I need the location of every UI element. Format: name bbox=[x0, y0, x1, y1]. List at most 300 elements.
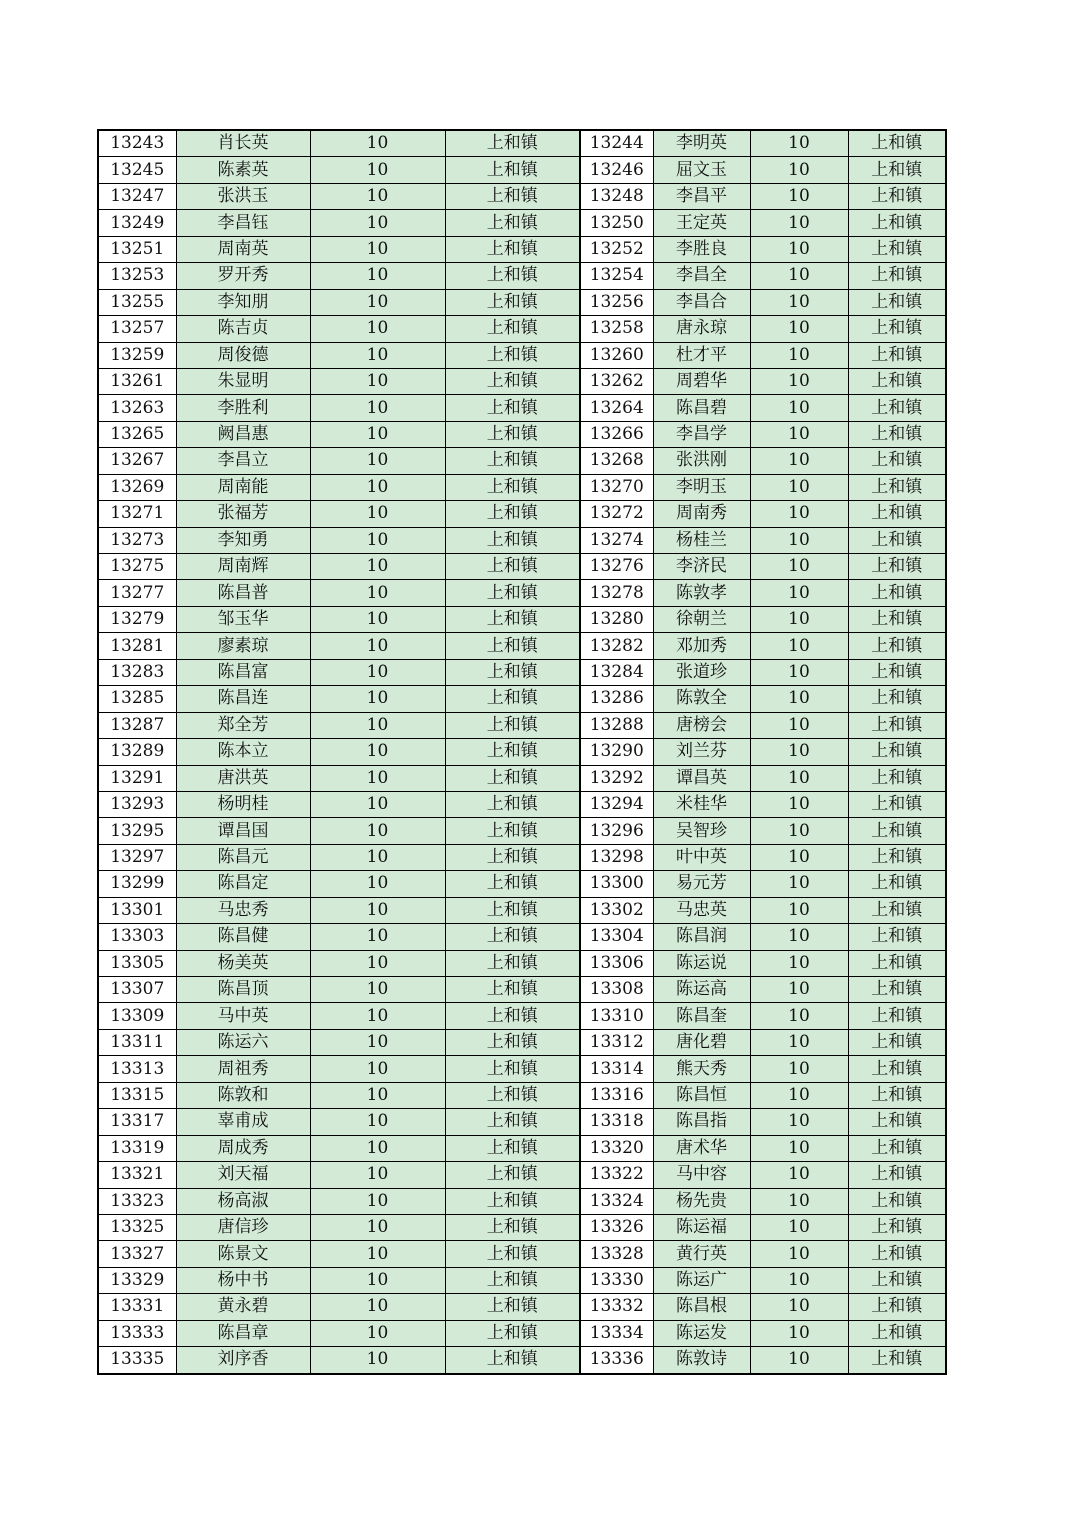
left-name-cell: 陈昌富 bbox=[176, 659, 310, 685]
right-town-cell: 上和镇 bbox=[848, 1267, 946, 1293]
right-id-cell: 13282 bbox=[580, 633, 653, 659]
left-id-cell: 13311 bbox=[98, 1029, 176, 1055]
right-town-cell: 上和镇 bbox=[848, 342, 946, 368]
left-town-cell: 上和镇 bbox=[445, 395, 580, 421]
table-row bbox=[98, 421, 946, 447]
left-amount-cell: 10 bbox=[310, 210, 445, 236]
table-row bbox=[98, 1082, 946, 1108]
right-amount-cell: 10 bbox=[750, 316, 848, 342]
table-row bbox=[98, 1109, 946, 1135]
table-row bbox=[98, 739, 946, 765]
left-town-cell: 上和镇 bbox=[445, 765, 580, 791]
right-town-cell: 上和镇 bbox=[848, 924, 946, 950]
left-amount-cell: 10 bbox=[310, 1082, 445, 1108]
right-amount-cell: 10 bbox=[750, 659, 848, 685]
left-town-cell: 上和镇 bbox=[445, 1082, 580, 1108]
left-id-cell: 13331 bbox=[98, 1294, 176, 1320]
left-name-cell: 李知勇 bbox=[176, 527, 310, 553]
right-name-cell: 陈敦孝 bbox=[653, 580, 750, 606]
left-name-cell: 李知朋 bbox=[176, 289, 310, 315]
table-row bbox=[98, 448, 946, 474]
right-id-cell: 13266 bbox=[580, 421, 653, 447]
left-town-cell: 上和镇 bbox=[445, 368, 580, 394]
left-town-cell: 上和镇 bbox=[445, 130, 580, 157]
right-town-cell: 上和镇 bbox=[848, 686, 946, 712]
left-town-cell: 上和镇 bbox=[445, 157, 580, 183]
table-row bbox=[98, 395, 946, 421]
left-town-cell: 上和镇 bbox=[445, 1135, 580, 1161]
right-name-cell: 李昌合 bbox=[653, 289, 750, 315]
right-town-cell: 上和镇 bbox=[848, 210, 946, 236]
left-town-cell: 上和镇 bbox=[445, 1188, 580, 1214]
left-amount-cell: 10 bbox=[310, 527, 445, 553]
left-name-cell: 李胜利 bbox=[176, 395, 310, 421]
right-amount-cell: 10 bbox=[750, 342, 848, 368]
table-row bbox=[98, 183, 946, 209]
right-id-cell: 13314 bbox=[580, 1056, 653, 1082]
left-amount-cell: 10 bbox=[310, 1320, 445, 1346]
left-id-cell: 13261 bbox=[98, 368, 176, 394]
table-row bbox=[98, 1214, 946, 1240]
right-town-cell: 上和镇 bbox=[848, 1347, 946, 1374]
left-id-cell: 13309 bbox=[98, 1003, 176, 1029]
right-name-cell: 唐永琼 bbox=[653, 316, 750, 342]
left-name-cell: 周南能 bbox=[176, 474, 310, 500]
left-town-cell: 上和镇 bbox=[445, 1320, 580, 1346]
left-id-cell: 13299 bbox=[98, 871, 176, 897]
left-amount-cell: 10 bbox=[310, 1188, 445, 1214]
right-id-cell: 13268 bbox=[580, 448, 653, 474]
left-name-cell: 李昌立 bbox=[176, 448, 310, 474]
table-row bbox=[98, 157, 946, 183]
right-amount-cell: 10 bbox=[750, 950, 848, 976]
table-row bbox=[98, 554, 946, 580]
left-town-cell: 上和镇 bbox=[445, 1294, 580, 1320]
right-id-cell: 13296 bbox=[580, 818, 653, 844]
right-id-cell: 13294 bbox=[580, 791, 653, 817]
right-amount-cell: 10 bbox=[750, 818, 848, 844]
right-name-cell: 屈文玉 bbox=[653, 157, 750, 183]
left-amount-cell: 10 bbox=[310, 1056, 445, 1082]
left-amount-cell: 10 bbox=[310, 342, 445, 368]
left-id-cell: 13335 bbox=[98, 1347, 176, 1374]
right-id-cell: 13308 bbox=[580, 977, 653, 1003]
left-name-cell: 阙昌惠 bbox=[176, 421, 310, 447]
right-amount-cell: 10 bbox=[750, 1109, 848, 1135]
table-row bbox=[98, 1241, 946, 1267]
right-amount-cell: 10 bbox=[750, 501, 848, 527]
left-name-cell: 杨高淑 bbox=[176, 1188, 310, 1214]
table-row bbox=[98, 1188, 946, 1214]
left-amount-cell: 10 bbox=[310, 924, 445, 950]
right-name-cell: 陈运福 bbox=[653, 1214, 750, 1240]
left-name-cell: 黄永碧 bbox=[176, 1294, 310, 1320]
right-id-cell: 13332 bbox=[580, 1294, 653, 1320]
right-amount-cell: 10 bbox=[750, 924, 848, 950]
left-town-cell: 上和镇 bbox=[445, 977, 580, 1003]
left-town-cell: 上和镇 bbox=[445, 606, 580, 632]
right-name-cell: 米桂华 bbox=[653, 791, 750, 817]
left-town-cell: 上和镇 bbox=[445, 210, 580, 236]
left-name-cell: 杨中书 bbox=[176, 1267, 310, 1293]
right-name-cell: 谭昌英 bbox=[653, 765, 750, 791]
right-name-cell: 李胜良 bbox=[653, 236, 750, 262]
left-amount-cell: 10 bbox=[310, 263, 445, 289]
left-amount-cell: 10 bbox=[310, 686, 445, 712]
right-town-cell: 上和镇 bbox=[848, 1003, 946, 1029]
left-amount-cell: 10 bbox=[310, 580, 445, 606]
left-name-cell: 陈昌定 bbox=[176, 871, 310, 897]
left-name-cell: 陈昌元 bbox=[176, 844, 310, 870]
right-name-cell: 李昌平 bbox=[653, 183, 750, 209]
left-amount-cell: 10 bbox=[310, 1162, 445, 1188]
right-amount-cell: 10 bbox=[750, 130, 848, 157]
left-town-cell: 上和镇 bbox=[445, 924, 580, 950]
left-name-cell: 陈昌章 bbox=[176, 1320, 310, 1346]
right-name-cell: 杜才平 bbox=[653, 342, 750, 368]
right-town-cell: 上和镇 bbox=[848, 1162, 946, 1188]
right-amount-cell: 10 bbox=[750, 1056, 848, 1082]
left-amount-cell: 10 bbox=[310, 474, 445, 500]
left-name-cell: 唐洪英 bbox=[176, 765, 310, 791]
left-amount-cell: 10 bbox=[310, 818, 445, 844]
left-name-cell: 陈吉贞 bbox=[176, 316, 310, 342]
table-row bbox=[98, 263, 946, 289]
left-name-cell: 陈运六 bbox=[176, 1029, 310, 1055]
right-name-cell: 陈昌润 bbox=[653, 924, 750, 950]
right-amount-cell: 10 bbox=[750, 791, 848, 817]
left-id-cell: 13327 bbox=[98, 1241, 176, 1267]
right-amount-cell: 10 bbox=[750, 765, 848, 791]
right-town-cell: 上和镇 bbox=[848, 977, 946, 1003]
right-name-cell: 陈运发 bbox=[653, 1320, 750, 1346]
right-amount-cell: 10 bbox=[750, 554, 848, 580]
table-row bbox=[98, 210, 946, 236]
left-amount-cell: 10 bbox=[310, 554, 445, 580]
left-amount-cell: 10 bbox=[310, 950, 445, 976]
right-name-cell: 易元芳 bbox=[653, 871, 750, 897]
right-id-cell: 13304 bbox=[580, 924, 653, 950]
right-amount-cell: 10 bbox=[750, 686, 848, 712]
left-town-cell: 上和镇 bbox=[445, 421, 580, 447]
left-id-cell: 13271 bbox=[98, 501, 176, 527]
left-name-cell: 唐信珍 bbox=[176, 1214, 310, 1240]
right-id-cell: 13250 bbox=[580, 210, 653, 236]
left-town-cell: 上和镇 bbox=[445, 183, 580, 209]
left-town-cell: 上和镇 bbox=[445, 263, 580, 289]
left-name-cell: 马忠秀 bbox=[176, 897, 310, 923]
right-amount-cell: 10 bbox=[750, 1029, 848, 1055]
left-amount-cell: 10 bbox=[310, 395, 445, 421]
left-town-cell: 上和镇 bbox=[445, 791, 580, 817]
right-town-cell: 上和镇 bbox=[848, 739, 946, 765]
left-name-cell: 陈敦和 bbox=[176, 1082, 310, 1108]
right-name-cell: 陈敦诗 bbox=[653, 1347, 750, 1374]
left-name-cell: 张洪玉 bbox=[176, 183, 310, 209]
right-name-cell: 陈昌指 bbox=[653, 1109, 750, 1135]
right-id-cell: 13326 bbox=[580, 1214, 653, 1240]
left-amount-cell: 10 bbox=[310, 871, 445, 897]
left-town-cell: 上和镇 bbox=[445, 501, 580, 527]
left-town-cell: 上和镇 bbox=[445, 712, 580, 738]
right-name-cell: 陈运广 bbox=[653, 1267, 750, 1293]
left-name-cell: 陈素英 bbox=[176, 157, 310, 183]
left-id-cell: 13321 bbox=[98, 1162, 176, 1188]
table-row bbox=[98, 871, 946, 897]
left-name-cell: 辜甫成 bbox=[176, 1109, 310, 1135]
right-name-cell: 周南秀 bbox=[653, 501, 750, 527]
left-name-cell: 陈昌顶 bbox=[176, 977, 310, 1003]
right-town-cell: 上和镇 bbox=[848, 606, 946, 632]
right-amount-cell: 10 bbox=[750, 289, 848, 315]
right-name-cell: 吴智珍 bbox=[653, 818, 750, 844]
left-name-cell: 陈昌连 bbox=[176, 686, 310, 712]
left-id-cell: 13249 bbox=[98, 210, 176, 236]
right-name-cell: 陈昌奎 bbox=[653, 1003, 750, 1029]
right-name-cell: 王定英 bbox=[653, 210, 750, 236]
right-town-cell: 上和镇 bbox=[848, 289, 946, 315]
right-id-cell: 13302 bbox=[580, 897, 653, 923]
table-row bbox=[98, 342, 946, 368]
right-town-cell: 上和镇 bbox=[848, 527, 946, 553]
right-town-cell: 上和镇 bbox=[848, 368, 946, 394]
left-id-cell: 13329 bbox=[98, 1267, 176, 1293]
table-row bbox=[98, 897, 946, 923]
right-id-cell: 13328 bbox=[580, 1241, 653, 1267]
right-town-cell: 上和镇 bbox=[848, 448, 946, 474]
left-id-cell: 13255 bbox=[98, 289, 176, 315]
left-id-cell: 13273 bbox=[98, 527, 176, 553]
roster-table bbox=[97, 129, 947, 1375]
left-name-cell: 刘序香 bbox=[176, 1347, 310, 1374]
right-id-cell: 13246 bbox=[580, 157, 653, 183]
right-town-cell: 上和镇 bbox=[848, 633, 946, 659]
table-row bbox=[98, 606, 946, 632]
left-id-cell: 13245 bbox=[98, 157, 176, 183]
left-amount-cell: 10 bbox=[310, 791, 445, 817]
left-name-cell: 肖长英 bbox=[176, 130, 310, 157]
right-amount-cell: 10 bbox=[750, 897, 848, 923]
left-id-cell: 13305 bbox=[98, 950, 176, 976]
table-row bbox=[98, 474, 946, 500]
right-id-cell: 13280 bbox=[580, 606, 653, 632]
table-row bbox=[98, 659, 946, 685]
right-amount-cell: 10 bbox=[750, 1162, 848, 1188]
left-name-cell: 周南辉 bbox=[176, 554, 310, 580]
right-town-cell: 上和镇 bbox=[848, 554, 946, 580]
left-name-cell: 周俊德 bbox=[176, 342, 310, 368]
right-id-cell: 13254 bbox=[580, 263, 653, 289]
right-name-cell: 陈运高 bbox=[653, 977, 750, 1003]
left-town-cell: 上和镇 bbox=[445, 342, 580, 368]
left-name-cell: 张福芳 bbox=[176, 501, 310, 527]
left-id-cell: 13247 bbox=[98, 183, 176, 209]
left-name-cell: 马中英 bbox=[176, 1003, 310, 1029]
right-name-cell: 周碧华 bbox=[653, 368, 750, 394]
left-name-cell: 邹玉华 bbox=[176, 606, 310, 632]
right-town-cell: 上和镇 bbox=[848, 1109, 946, 1135]
right-town-cell: 上和镇 bbox=[848, 130, 946, 157]
left-id-cell: 13333 bbox=[98, 1320, 176, 1346]
left-id-cell: 13317 bbox=[98, 1109, 176, 1135]
table-row bbox=[98, 501, 946, 527]
left-town-cell: 上和镇 bbox=[445, 1056, 580, 1082]
left-town-cell: 上和镇 bbox=[445, 1347, 580, 1374]
left-name-cell: 郑全芳 bbox=[176, 712, 310, 738]
table-row bbox=[98, 368, 946, 394]
right-name-cell: 李济民 bbox=[653, 554, 750, 580]
right-town-cell: 上和镇 bbox=[848, 1082, 946, 1108]
left-id-cell: 13275 bbox=[98, 554, 176, 580]
right-id-cell: 13288 bbox=[580, 712, 653, 738]
left-id-cell: 13307 bbox=[98, 977, 176, 1003]
table-row bbox=[98, 1320, 946, 1346]
right-name-cell: 唐术华 bbox=[653, 1135, 750, 1161]
table-row bbox=[98, 977, 946, 1003]
left-name-cell: 杨明桂 bbox=[176, 791, 310, 817]
left-id-cell: 13251 bbox=[98, 236, 176, 262]
left-town-cell: 上和镇 bbox=[445, 871, 580, 897]
left-name-cell: 朱显明 bbox=[176, 368, 310, 394]
right-town-cell: 上和镇 bbox=[848, 1056, 946, 1082]
left-id-cell: 13323 bbox=[98, 1188, 176, 1214]
right-town-cell: 上和镇 bbox=[848, 1188, 946, 1214]
table-row bbox=[98, 1267, 946, 1293]
right-town-cell: 上和镇 bbox=[848, 421, 946, 447]
right-name-cell: 陈运说 bbox=[653, 950, 750, 976]
left-id-cell: 13243 bbox=[98, 130, 176, 157]
right-name-cell: 李昌学 bbox=[653, 421, 750, 447]
right-amount-cell: 10 bbox=[750, 1347, 848, 1374]
right-amount-cell: 10 bbox=[750, 395, 848, 421]
right-id-cell: 13316 bbox=[580, 1082, 653, 1108]
table-row bbox=[98, 316, 946, 342]
right-id-cell: 13300 bbox=[580, 871, 653, 897]
left-id-cell: 13283 bbox=[98, 659, 176, 685]
right-id-cell: 13290 bbox=[580, 739, 653, 765]
right-id-cell: 13260 bbox=[580, 342, 653, 368]
table-row bbox=[98, 527, 946, 553]
left-id-cell: 13297 bbox=[98, 844, 176, 870]
left-town-cell: 上和镇 bbox=[445, 686, 580, 712]
left-amount-cell: 10 bbox=[310, 1347, 445, 1374]
right-amount-cell: 10 bbox=[750, 871, 848, 897]
left-town-cell: 上和镇 bbox=[445, 659, 580, 685]
right-name-cell: 马忠英 bbox=[653, 897, 750, 923]
left-amount-cell: 10 bbox=[310, 421, 445, 447]
left-id-cell: 13253 bbox=[98, 263, 176, 289]
right-town-cell: 上和镇 bbox=[848, 263, 946, 289]
right-town-cell: 上和镇 bbox=[848, 395, 946, 421]
left-id-cell: 13315 bbox=[98, 1082, 176, 1108]
left-id-cell: 13269 bbox=[98, 474, 176, 500]
right-amount-cell: 10 bbox=[750, 1320, 848, 1346]
right-id-cell: 13248 bbox=[580, 183, 653, 209]
right-amount-cell: 10 bbox=[750, 183, 848, 209]
right-amount-cell: 10 bbox=[750, 263, 848, 289]
right-id-cell: 13306 bbox=[580, 950, 653, 976]
right-id-cell: 13318 bbox=[580, 1109, 653, 1135]
right-town-cell: 上和镇 bbox=[848, 1135, 946, 1161]
left-town-cell: 上和镇 bbox=[445, 1267, 580, 1293]
left-amount-cell: 10 bbox=[310, 501, 445, 527]
right-name-cell: 陈敦全 bbox=[653, 686, 750, 712]
left-id-cell: 13267 bbox=[98, 448, 176, 474]
right-id-cell: 13278 bbox=[580, 580, 653, 606]
right-name-cell: 杨先贵 bbox=[653, 1188, 750, 1214]
right-name-cell: 唐榜会 bbox=[653, 712, 750, 738]
left-amount-cell: 10 bbox=[310, 1109, 445, 1135]
right-name-cell: 唐化碧 bbox=[653, 1029, 750, 1055]
table-row bbox=[98, 950, 946, 976]
left-amount-cell: 10 bbox=[310, 1135, 445, 1161]
right-id-cell: 13264 bbox=[580, 395, 653, 421]
left-town-cell: 上和镇 bbox=[445, 1214, 580, 1240]
left-id-cell: 13285 bbox=[98, 686, 176, 712]
table-row bbox=[98, 1294, 946, 1320]
left-id-cell: 13281 bbox=[98, 633, 176, 659]
left-town-cell: 上和镇 bbox=[445, 316, 580, 342]
left-amount-cell: 10 bbox=[310, 659, 445, 685]
right-amount-cell: 10 bbox=[750, 1082, 848, 1108]
right-amount-cell: 10 bbox=[750, 633, 848, 659]
right-id-cell: 13330 bbox=[580, 1267, 653, 1293]
right-name-cell: 李明玉 bbox=[653, 474, 750, 500]
document-page bbox=[97, 129, 945, 1375]
left-amount-cell: 10 bbox=[310, 712, 445, 738]
table-row bbox=[98, 1162, 946, 1188]
table-row bbox=[98, 633, 946, 659]
left-name-cell: 陈本立 bbox=[176, 739, 310, 765]
right-amount-cell: 10 bbox=[750, 1214, 848, 1240]
right-amount-cell: 10 bbox=[750, 977, 848, 1003]
left-id-cell: 13301 bbox=[98, 897, 176, 923]
right-town-cell: 上和镇 bbox=[848, 950, 946, 976]
right-amount-cell: 10 bbox=[750, 712, 848, 738]
left-id-cell: 13289 bbox=[98, 739, 176, 765]
left-town-cell: 上和镇 bbox=[445, 1109, 580, 1135]
right-town-cell: 上和镇 bbox=[848, 765, 946, 791]
left-id-cell: 13279 bbox=[98, 606, 176, 632]
right-town-cell: 上和镇 bbox=[848, 183, 946, 209]
left-amount-cell: 10 bbox=[310, 289, 445, 315]
left-id-cell: 13319 bbox=[98, 1135, 176, 1161]
right-amount-cell: 10 bbox=[750, 236, 848, 262]
left-town-cell: 上和镇 bbox=[445, 554, 580, 580]
right-name-cell: 刘兰芬 bbox=[653, 739, 750, 765]
right-town-cell: 上和镇 bbox=[848, 1320, 946, 1346]
right-name-cell: 邓加秀 bbox=[653, 633, 750, 659]
right-town-cell: 上和镇 bbox=[848, 1029, 946, 1055]
right-id-cell: 13256 bbox=[580, 289, 653, 315]
left-name-cell: 谭昌国 bbox=[176, 818, 310, 844]
left-amount-cell: 10 bbox=[310, 765, 445, 791]
table-row bbox=[98, 1135, 946, 1161]
right-amount-cell: 10 bbox=[750, 844, 848, 870]
left-id-cell: 13257 bbox=[98, 316, 176, 342]
right-town-cell: 上和镇 bbox=[848, 157, 946, 183]
table-row bbox=[98, 712, 946, 738]
right-amount-cell: 10 bbox=[750, 1241, 848, 1267]
left-amount-cell: 10 bbox=[310, 157, 445, 183]
left-amount-cell: 10 bbox=[310, 183, 445, 209]
right-town-cell: 上和镇 bbox=[848, 1241, 946, 1267]
left-amount-cell: 10 bbox=[310, 368, 445, 394]
left-amount-cell: 10 bbox=[310, 1003, 445, 1029]
right-town-cell: 上和镇 bbox=[848, 659, 946, 685]
table-row bbox=[98, 130, 946, 157]
right-amount-cell: 10 bbox=[750, 1003, 848, 1029]
